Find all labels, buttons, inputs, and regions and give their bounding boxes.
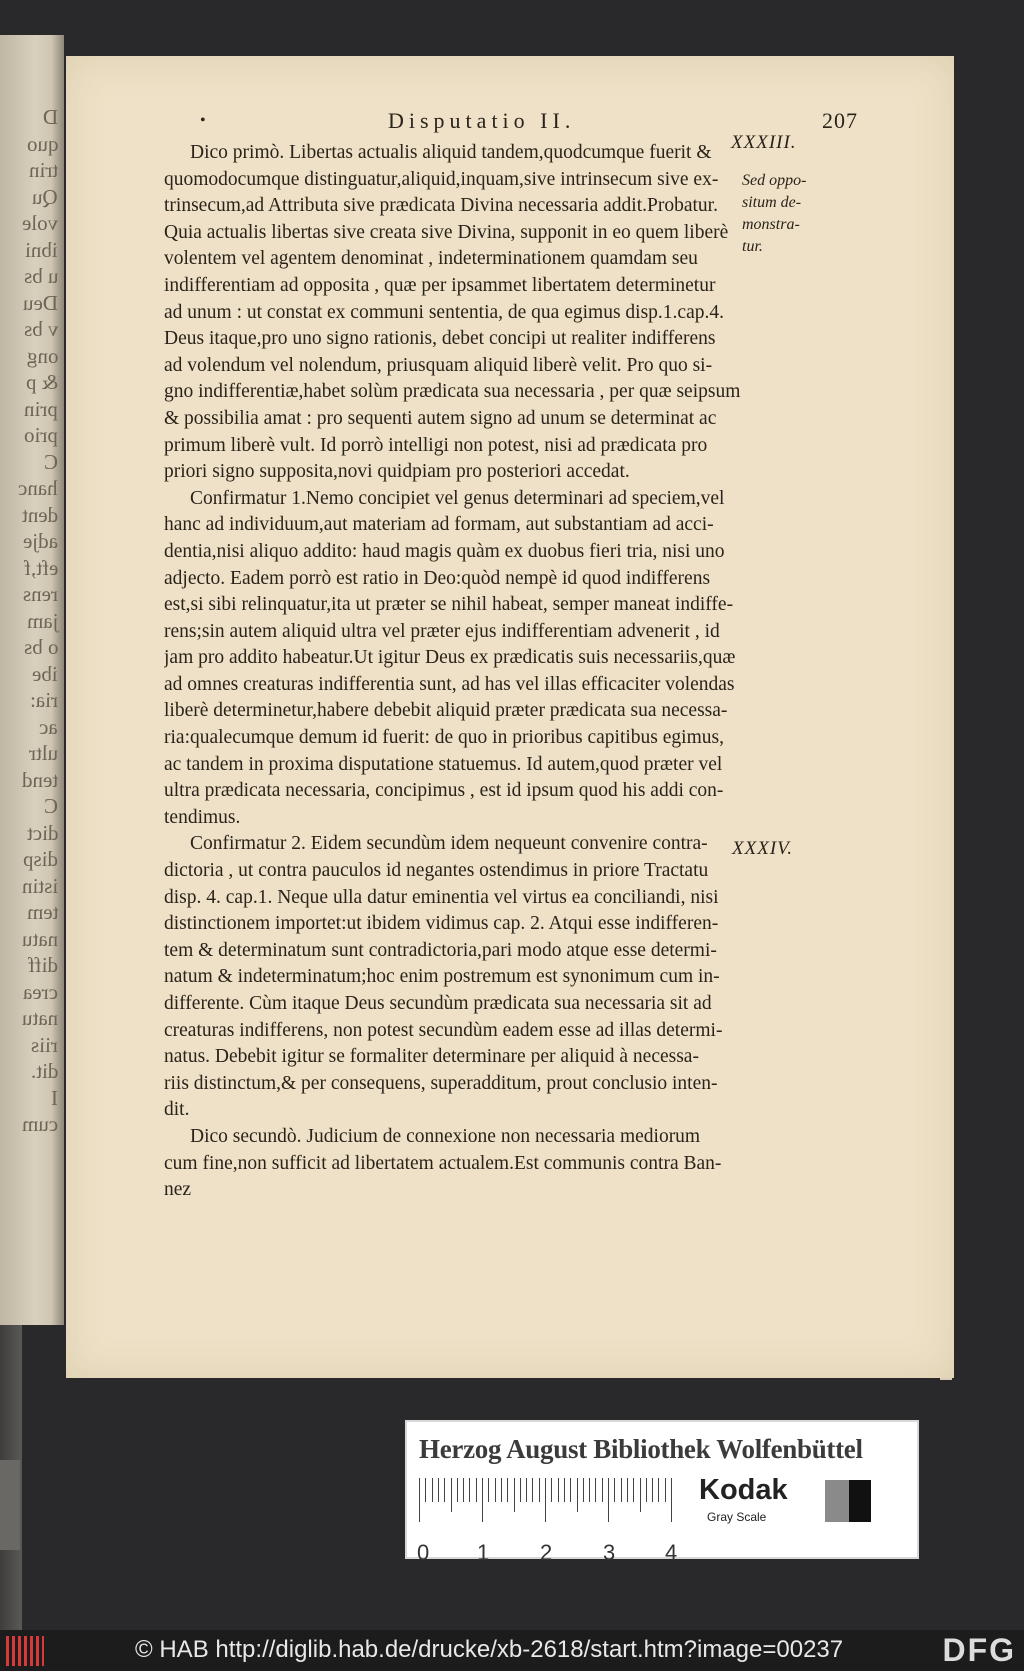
ruler-tick	[526, 1478, 527, 1502]
previous-page-fragment: v bs	[23, 317, 58, 341]
ruler-tick	[551, 1478, 552, 1502]
text-line: est,si sibi relinquatur,ita ut præter se nihil habeat, semper maneat indiffe-	[164, 594, 734, 616]
running-head-title: Disputatio II.	[388, 108, 576, 133]
black-swatch	[849, 1480, 871, 1522]
ruler-tick	[633, 1478, 634, 1502]
text-line: Confirmatur 1.Nemo concipiet vel genus determinari ad speciem,vel	[190, 487, 725, 509]
previous-page-fragment: dit.	[30, 1059, 58, 1083]
text-line: creaturas indifferens, non potest secundùm eadem esse ad illas determi-	[164, 1019, 723, 1041]
ruler-tick	[583, 1478, 584, 1502]
text-line: adjecto. Eadem porrò est ratio in Deo:quòd nempè id quod indifferens	[164, 567, 711, 589]
ruler-tick	[539, 1478, 540, 1502]
previous-page-fragment: vole	[21, 211, 58, 235]
text-line: gno indifferentiæ,habet solùm prædicata sua necessaria , per quæ seipsum	[164, 381, 741, 403]
previous-page-fragment: dict	[26, 820, 58, 845]
text-line: tem & determinatum sunt contradictoria,pari modo atque esse determi-	[164, 939, 717, 961]
ruler-tick	[646, 1478, 647, 1502]
text-line: dit.	[164, 1099, 190, 1121]
library-color-card	[405, 1420, 919, 1565]
margin-number-33: XXXIII.	[731, 132, 797, 153]
footer-bar	[0, 1630, 1024, 1671]
ruler-tick	[507, 1478, 508, 1502]
ruler-number: 4	[665, 1540, 678, 1565]
library-name: Herzog August Bibliothek Wolfenbüttel	[419, 1434, 863, 1464]
text-line: priori signo supposita,novi quidpiam pro posteriori accedat.	[164, 461, 630, 483]
text-line: ad volendum vel nolendum, priusquam aliquid liberè velit. Pro quo si-	[164, 354, 713, 376]
previous-page-fragment: C	[43, 794, 58, 818]
text-line: cum fine,non sufficit ad libertatem actualem.Est communis contra Ban-	[164, 1152, 722, 1174]
ruler-number: 2	[540, 1540, 553, 1565]
text-line: Quia actualis libertas sive creata sive Divina, supponit in eo quem liberè	[164, 221, 729, 243]
ruler-tick	[545, 1478, 546, 1522]
ruler-tick	[621, 1478, 622, 1502]
text-line: & possibilia amat : pro sequenti autem signo ad unum se determinat ac	[164, 407, 717, 429]
ruler-tick	[614, 1478, 615, 1502]
previous-page-fragment: ibni	[25, 237, 58, 262]
text-line: riis distinctum,& per consequens, superadditum, prout conclusio inten-	[164, 1072, 718, 1094]
ruler-number: 1	[477, 1540, 490, 1565]
previous-page-text-fragments	[2, 35, 64, 1325]
document-page	[66, 56, 954, 1378]
previous-page-fragment: prin	[24, 396, 58, 421]
text-line: ria:qualecumque demum id fuerit: de quo in prioribus capitibus egimus,	[164, 727, 724, 749]
text-line: trinsecum,ad Attributa sive prædicata Divina necessaria addit.Probatur.	[164, 195, 718, 217]
ruler-tick	[589, 1478, 590, 1502]
ruler-tick	[577, 1478, 578, 1512]
previous-page-fragment: Deu	[23, 290, 58, 315]
ruler-tick	[532, 1478, 533, 1502]
ruler-tick	[595, 1478, 596, 1502]
ruler-tick	[627, 1478, 628, 1502]
previous-page-fragment: natu	[21, 1006, 58, 1030]
previous-page-fragment: ac	[39, 714, 58, 739]
text-line: quomodocumque distinguatur,aliquid,inquam,sive intrinsecum sive ex-	[164, 168, 719, 190]
text-line: hanc ad individuum,aut materiam ad formam, aut substantiam ad acci-	[164, 514, 714, 536]
gray-swatch	[825, 1480, 849, 1522]
previous-page-fragment: & p	[25, 370, 58, 394]
ruler-tick	[469, 1478, 470, 1502]
text-line: primum liberè vult. Id porrò intelligi non potest, nisi ad prædicata pro	[164, 434, 708, 456]
text-line: dictoria , ut contra pauculos id negantes ostendimus in priore Tractatu	[164, 860, 709, 882]
gray-scale-label: Gray Scale	[707, 1510, 767, 1524]
ruler-tick	[520, 1478, 521, 1502]
kodak-logo: Kodak	[699, 1474, 788, 1506]
ruler-tick	[501, 1478, 502, 1502]
text-line: ad omnes creaturas indifferentia sunt, ad has vel illas efficaciter volendas	[164, 673, 735, 695]
ruler-tick	[488, 1478, 489, 1502]
previous-page-fragment: riis	[31, 1032, 58, 1057]
ruler-tick	[665, 1478, 666, 1502]
ruler-tick	[444, 1478, 445, 1502]
ruler-tick	[419, 1478, 420, 1522]
previous-page-fragment: Qu	[32, 184, 58, 209]
ruler-tick	[602, 1478, 603, 1502]
previous-page-fragment: ultr	[28, 741, 58, 765]
text-line: Deus itaque,pro uno signo rationis, debet concipi ut realiter indifferens	[164, 328, 716, 350]
ruler-tick	[482, 1478, 483, 1522]
ruler-tick	[495, 1478, 496, 1502]
ruler-tick	[671, 1478, 672, 1522]
ruler-number: 3	[603, 1540, 616, 1565]
previous-page-fragment: D	[42, 105, 58, 129]
previous-page-fragment: natu	[21, 926, 58, 951]
previous-page-fragment: ria:	[30, 688, 58, 712]
dfg-logo: DFG	[942, 1632, 1016, 1668]
previous-page-fragment: jam	[26, 608, 58, 633]
ruler-tick	[438, 1478, 439, 1502]
previous-page-fragment: ibe	[32, 661, 58, 686]
hab-logo-icon	[6, 1636, 44, 1666]
text-line: ultra prædicata necessaria, concipimus , est id ipsum quod his addi con-	[164, 780, 724, 802]
text-line: volentem vel agentem denominat , indeterminationem quamdam seu	[164, 248, 698, 270]
previous-page-fragment: cum	[21, 1112, 58, 1136]
previous-page-fragment: I	[51, 1085, 58, 1110]
text-line: distinctionem importet:ut ibidem vidimus cap. 2. Atqui esse indifferen-	[164, 913, 719, 935]
previous-page-fragment: trin	[28, 158, 58, 182]
previous-page-fragment: disp	[22, 847, 58, 871]
ruler-tick	[640, 1478, 641, 1512]
previous-page-fragment: o bs	[23, 635, 58, 659]
text-line: dentia,nisi aliquo addito: haud magis quàm ex duobus fieri tria, nisi uno	[164, 540, 725, 562]
ruler-tick	[457, 1478, 458, 1502]
ruler-tick	[476, 1478, 477, 1502]
text-line: indifferentiam ad opposita , quæ per ipsammet libertatem determinetur	[164, 274, 716, 296]
margin-note-33	[742, 170, 806, 258]
previous-page-fragment: quo	[26, 131, 58, 156]
previous-page-fragment: crea	[23, 979, 58, 1004]
previous-page-fragment: tend	[21, 767, 58, 792]
ruler-tick	[558, 1478, 559, 1502]
footer-link[interactable]: © HAB http://diglib.hab.de/drucke/xb-2618/start.htm?image=00237	[135, 1636, 844, 1663]
previous-page-fragment: ong	[26, 343, 58, 368]
ruler-tick	[514, 1478, 515, 1512]
text-line: natum & indeterminatum;hoc enim postremum est synonimum cum in-	[164, 966, 720, 988]
previous-page-fragment: tem	[26, 900, 58, 924]
previous-page-fragment: u bs	[23, 264, 58, 288]
margin-note-line: tur.	[742, 238, 763, 255]
previous-page-edge	[0, 35, 64, 1325]
text-line: natus. Debebit igitur se formaliter determinare per aliquid à necessa-	[164, 1046, 699, 1068]
margin-number-34: XXXIV.	[732, 838, 794, 859]
page-number: 207	[822, 108, 858, 133]
text-line: Dico primò. Libertas actualis aliquid tandem,quodcumque fuerit &	[190, 142, 712, 163]
text-line: nez	[164, 1179, 192, 1201]
text-line: ad unum : ut constat ex communi sententia, de qua egimus disp.1.cap.4.	[164, 301, 724, 323]
previous-page-fragment: adje	[23, 529, 58, 553]
margin-note-line: situm de-	[742, 194, 802, 211]
ruler-tick	[463, 1478, 464, 1502]
scale-ruler	[419, 1478, 679, 1526]
ruler-tick	[451, 1478, 452, 1512]
ruler-tick	[652, 1478, 653, 1502]
text-line: differente. Cùm itaque Deus secundùm prædicata sua necessaria sit ad	[164, 993, 712, 1014]
text-line: Confirmatur 2. Eidem secundùm idem nequeunt convenire contra-	[190, 833, 708, 855]
text-line: disp. 4. cap.1. Neque ulla datur eminentia vel virtus ea conciliandi, nisi	[164, 886, 719, 908]
previous-page-fragment: C	[43, 449, 58, 474]
text-line: tendimus.	[164, 806, 241, 828]
previous-page-fragment: istin	[21, 873, 58, 898]
text-line: ac tandem in proxima disputatione statuemus. Id autem,quod præter vel	[164, 753, 723, 775]
previous-page-fragment: dent	[21, 502, 58, 527]
body-text	[164, 140, 847, 1204]
book-tab	[0, 1460, 20, 1550]
text-line: Dico secundò. Judicium de connexione non necessaria mediorum	[190, 1125, 701, 1147]
ruler-tick	[564, 1478, 565, 1502]
running-head-mark: •	[200, 112, 208, 129]
ruler-tick	[570, 1478, 571, 1502]
ruler-tick	[432, 1478, 433, 1502]
ruler-tick	[658, 1478, 659, 1502]
margin-note-line: monstra-	[742, 216, 800, 233]
ruler-tick	[608, 1478, 609, 1522]
margin-note-line: Sed oppo-	[742, 172, 807, 189]
text-line: liberè determinetur,habere debebit aliquid præter prædicata sua necessa-	[164, 700, 728, 722]
text-line: jam pro addito habeatur.Ut igitur Deus ex prædicatis suis necessariis,quæ	[164, 647, 736, 669]
previous-page-fragment: rens	[23, 582, 58, 606]
previous-page-fragment: prio	[24, 423, 58, 447]
ruler-tick	[425, 1478, 426, 1502]
previous-page-fragment: diff	[28, 953, 58, 977]
previous-page-fragment: hanc	[18, 476, 58, 500]
ruler-number: 0	[417, 1540, 430, 1565]
text-line: rens;sin autem aliquid ultra vel præter ejus indifferentiam advenerit , id	[164, 620, 720, 642]
previous-page-fragment: eft,f	[23, 555, 58, 580]
